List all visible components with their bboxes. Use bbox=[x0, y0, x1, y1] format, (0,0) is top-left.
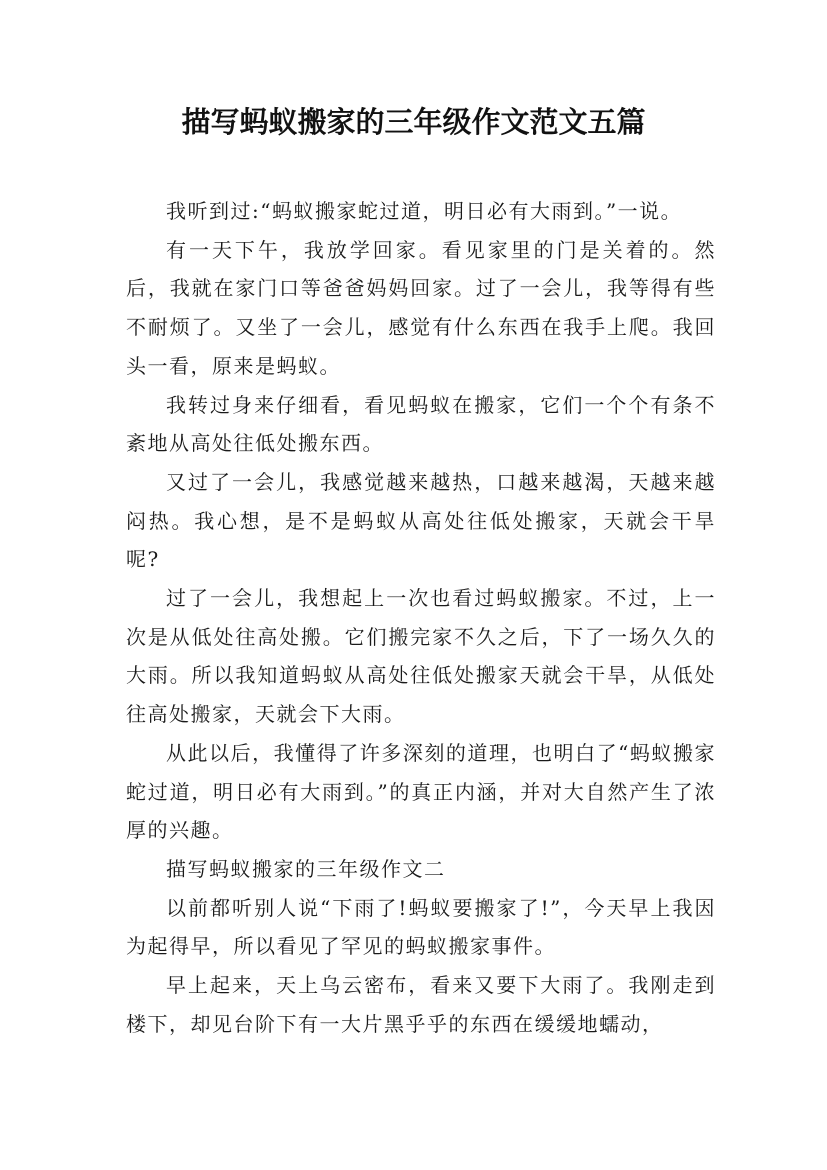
paragraph: 以前都听别人说“下雨了!蚂蚁要搬家了!”，今天早上我因为起得早，所以看见了罕见的蚂蚁搬家事件。 bbox=[126, 895, 716, 959]
section-heading: 描写蚂蚁搬家的三年级作文二 bbox=[166, 856, 446, 881]
paragraph: 我转过身来仔细看，看见蚂蚁在搬家，它们一个个有条不紊地从高处往低处搬东西。 bbox=[126, 392, 716, 456]
document-body bbox=[126, 192, 716, 1043]
paragraph: 又过了一会儿，我感觉越来越热，口越来越渴，天越来越闷热。我心想，是不是蚂蚁从高处往低处搬家，天就会干旱呢? bbox=[126, 469, 716, 572]
paragraph: 过了一会儿，我想起上一次也看过蚂蚁搬家。不过，上一次是从低处往高处搬。它们搬完家不久之后，下了一场久久的大雨。所以我知道蚂蚁从高处往低处搬家天就会干旱，从低处往高处搬家，天就会下大雨。 bbox=[126, 586, 716, 727]
paragraph: 有一天下午，我放学回家。看见家里的门是关着的。然后，我就在家门口等爸爸妈妈回家。过了一会儿，我等得有些不耐烦了。又坐了一会儿，感觉有什么东西在我手上爬。我回头一看，原来是蚂蚁。 bbox=[126, 237, 716, 378]
paragraph: 我听到过:“蚂蚁搬家蛇过道，明日必有大雨到。”一说。 bbox=[166, 199, 683, 223]
document-title: 描写蚂蚁搬家的三年级作文范文五篇 bbox=[181, 105, 646, 139]
paragraph: 早上起来，天上乌云密布，看来又要下大雨了。我刚走到楼下，却见台阶下有一大片黑乎乎的东西在缓缓地蠕动， bbox=[126, 973, 716, 1036]
paragraph: 从此以后，我懂得了许多深刻的道理，也明白了“蚂蚁搬家蛇过道，明日必有大雨到。”的真正内涵，并对大自然产生了浓厚的兴趣。 bbox=[126, 740, 716, 843]
